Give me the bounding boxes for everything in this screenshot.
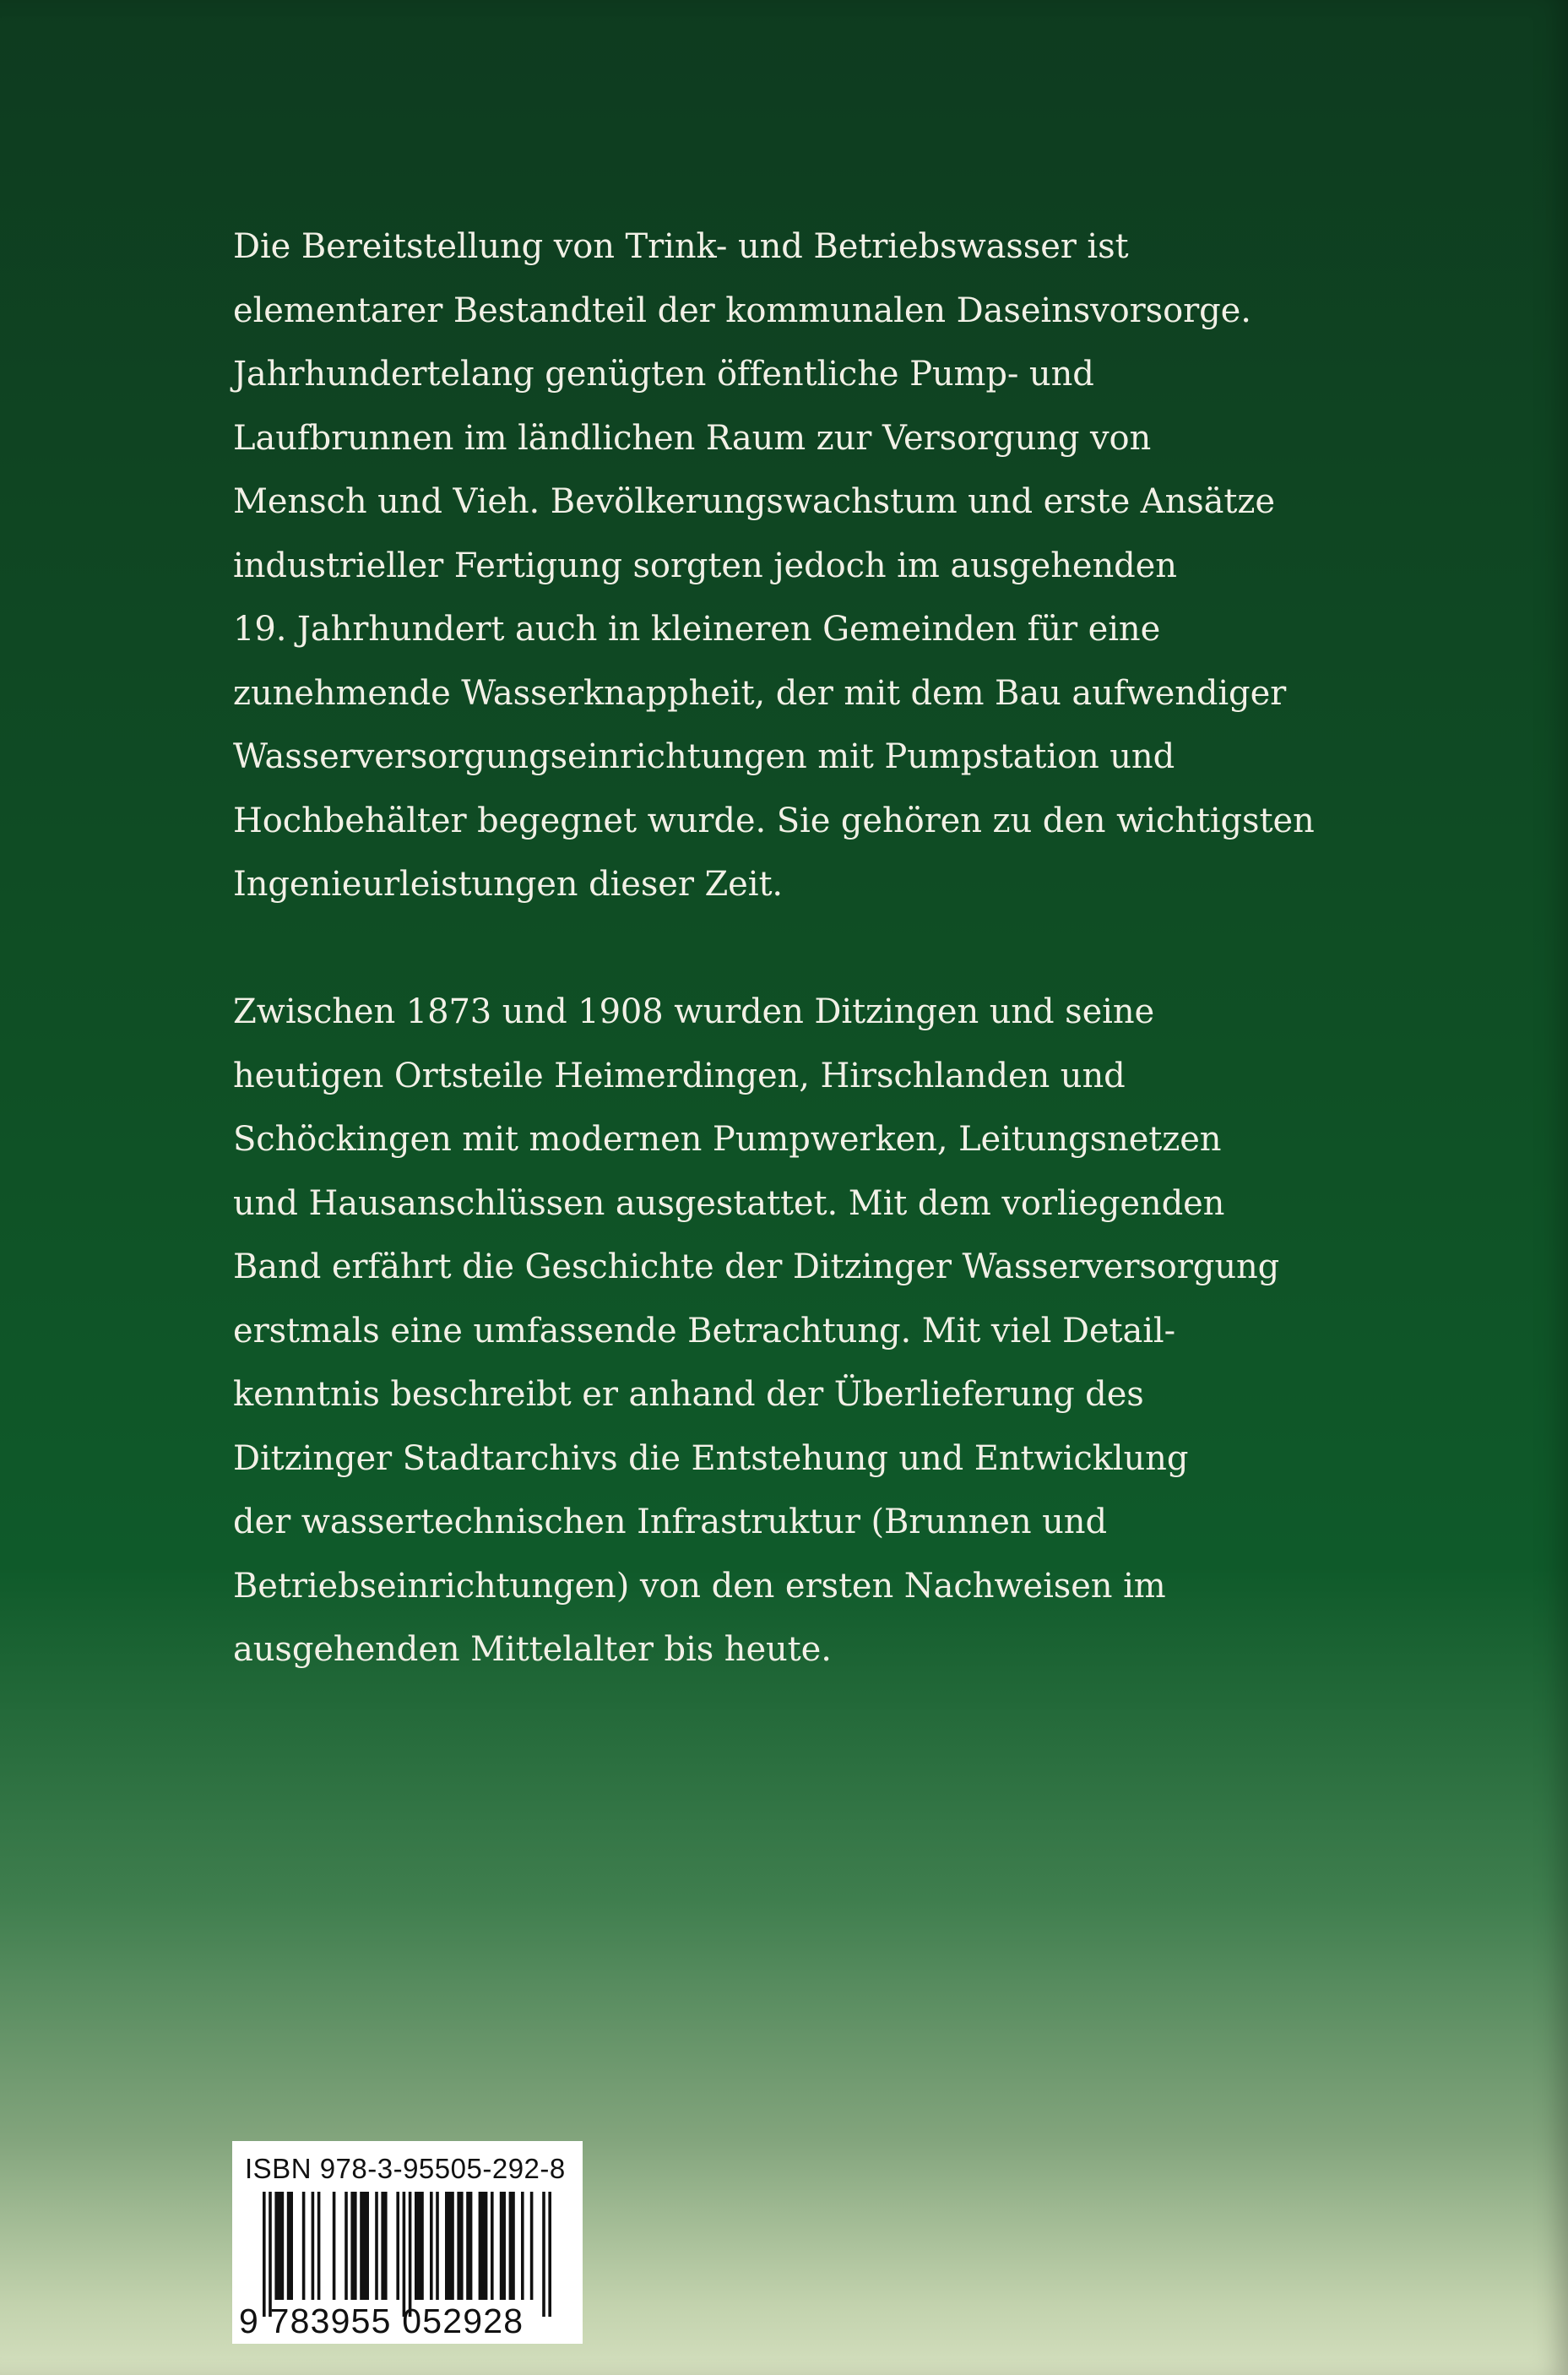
blurb-line: Jahrhundertelang genügten öffentliche Pump- und <box>233 355 1094 394</box>
blurb-line: 19. Jahrhundert auch in kleineren Gemeinden für eine <box>233 610 1161 649</box>
barcode-bar <box>312 2192 315 2300</box>
isbn-barcode-block <box>232 2141 583 2344</box>
blurb-line: elementarer Bestandteil der kommunalen Daseinsvorsorge. <box>233 291 1251 330</box>
barcode-bar <box>381 2192 387 2300</box>
barcode-bar <box>436 2192 439 2300</box>
blurb-line: der wassertechnischen Infrastruktur (Brunnen und <box>233 1503 1107 1541</box>
blurb-line: Wasserversorgungseinrichtungen mit Pumpstation und <box>233 737 1175 776</box>
barcode-bar <box>287 2192 293 2300</box>
barcode-bar <box>530 2192 534 2300</box>
barcode-bar <box>350 2192 356 2300</box>
barcode-guard-bar <box>548 2192 551 2317</box>
barcode-bar <box>375 2192 378 2300</box>
blurb-line: Ditzinger Stadtarchivs die Entstehung und Entwicklung <box>233 1438 1189 1478</box>
blurb-line: erstmals eine umfassende Betrachtung. Mit viel Detail- <box>233 1311 1176 1351</box>
barcode-bar <box>345 2192 348 2300</box>
blurb-line: Schöckingen mit modernen Pumpwerken, Leitungsnetzen <box>233 1120 1222 1159</box>
barcode-bar <box>457 2192 463 2300</box>
barcode-bar <box>500 2192 506 2300</box>
blurb-line: Ingenieurleistungen dieser Zeit. <box>233 865 784 904</box>
barcode-bar <box>466 2192 472 2300</box>
blurb-paragraph-1 <box>233 215 1331 917</box>
barcode-guard-bar <box>263 2192 266 2317</box>
blurb-line: ausgehenden Mittelalter bis heute. <box>233 1630 832 1669</box>
blurb-paragraph-2 <box>233 981 1331 1682</box>
barcode-bar <box>317 2192 321 2300</box>
barcode-guard-bar <box>269 2192 272 2317</box>
barcode-bar <box>302 2192 306 2300</box>
barcode-bar <box>333 2192 336 2300</box>
blurb-line: Zwischen 1873 und 1908 wurden Ditzingen und seine <box>233 992 1155 1031</box>
barcode-bar <box>415 2192 424 2300</box>
blurb-line: Band erfährt die Geschichte der Ditzinger Wasserversorgung <box>233 1247 1280 1286</box>
barcode-guard-bar <box>403 2192 406 2317</box>
barcode-bar <box>445 2192 454 2300</box>
blurb-line: kenntnis beschreibt er anhand der Überlieferung des <box>233 1375 1144 1414</box>
barcode-bar <box>521 2192 524 2300</box>
barcode-guard-bar <box>409 2192 412 2317</box>
barcode-guard-bar <box>542 2192 545 2317</box>
barcode-bar <box>491 2192 494 2300</box>
barcode-bar <box>396 2192 399 2300</box>
blurb-line: Hochbehälter begegnet wurde. Sie gehören zu den wichtigsten <box>233 801 1315 840</box>
isbn-label: ISBN 978-3-95505-292-8 <box>245 2153 566 2184</box>
blurb-line: Laufbrunnen im ländlichen Raum zur Versorgung von <box>233 418 1152 458</box>
barcode-bar <box>479 2192 488 2300</box>
barcode-bar <box>509 2192 515 2300</box>
blurb-line: zunehmende Wasserknappheit, der mit dem Bau aufwendiger <box>233 673 1287 713</box>
blurb-line: industrieller Fertigung sorgten jedoch im ausgehenden <box>233 546 1177 585</box>
barcode-bar <box>274 2192 284 2300</box>
blurb-line: Die Bereitstellung von Trink- und Betriebswasser ist <box>233 227 1129 266</box>
blurb-line: Mensch und Vieh. Bevölkerungswachstum und erste Ansätze <box>233 482 1275 521</box>
blurb-line: heutigen Ortsteile Heimerdingen, Hirschlanden und <box>233 1056 1126 1095</box>
barcode-bar <box>430 2192 433 2300</box>
blurb-line: Betriebseinrichtungen) von den ersten Nachweisen im <box>233 1566 1166 1606</box>
ean-digits: 9 783955 052928 <box>239 2302 524 2340</box>
barcode-bar <box>360 2192 369 2300</box>
blurb-line: und Hausanschlüssen ausgestattet. Mit dem vorliegenden <box>233 1183 1225 1223</box>
blurb-text <box>233 215 1331 1682</box>
